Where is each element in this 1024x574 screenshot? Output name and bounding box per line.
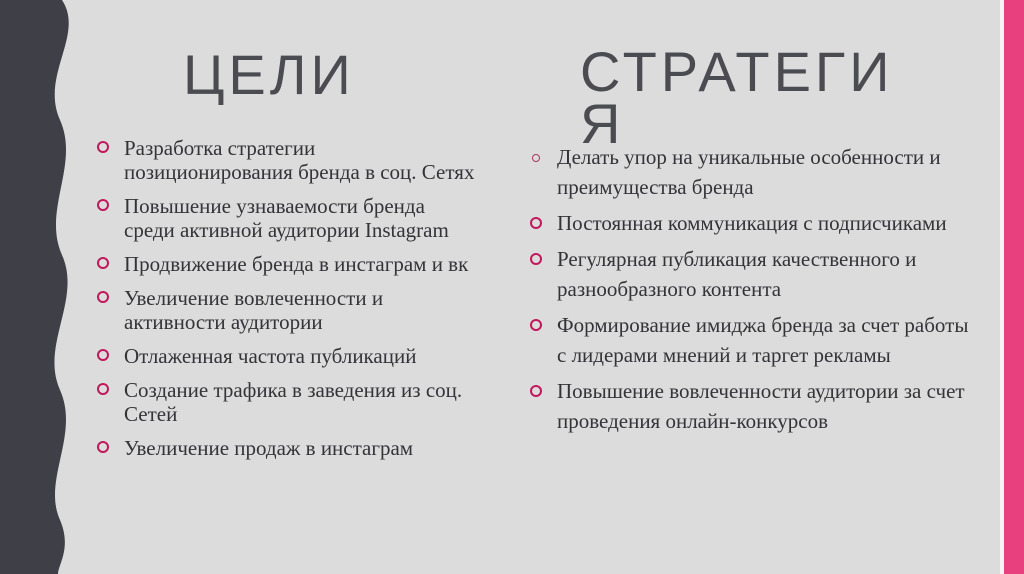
goals-heading: ЦЕЛИ: [183, 43, 355, 106]
goals-list-item: [95, 194, 475, 242]
bullet-icon: [97, 383, 109, 395]
strategies-list: [528, 142, 978, 442]
strategies-list-item: [528, 142, 978, 202]
bullet-icon: [97, 349, 109, 361]
goals-item-text: Отлаженная частота публикаций: [124, 344, 417, 368]
bullet-icon: [530, 319, 542, 331]
goals-item-text: Разработка стратегии позиционирования бренда в соц. Сетях: [124, 136, 475, 184]
bullet-icon: [97, 441, 109, 453]
strategies-list-item: [528, 244, 978, 304]
goals-list-item: [95, 136, 475, 184]
strategies-item-text: Регулярная публикация качественного и разнообразного контента: [557, 247, 917, 301]
bullet-icon: [97, 141, 109, 153]
goals-list-item: [95, 378, 475, 426]
accent-stripe: [1004, 0, 1024, 574]
strategies-item-text: Формирование имиджа бренда за счет работы с лидерами мнений и таргет рекламы: [557, 313, 969, 367]
goals-list-item: [95, 344, 475, 368]
bullet-icon: [97, 257, 109, 269]
left-decorative-band: [0, 0, 80, 574]
strategies-item-text: Постоянная коммуникация с подписчиками: [557, 211, 947, 235]
strategies-heading: СТРАТЕГИ Я: [580, 40, 894, 155]
strategies-list-item: [528, 208, 978, 238]
bullet-icon: [97, 199, 109, 211]
bullet-icon: [530, 385, 542, 397]
goals-item-text: Увеличение продаж в инстаграм: [124, 436, 414, 460]
strategies-list-item: [528, 310, 978, 370]
goals-item-text: Увеличение вовлеченности и активности аудитории: [124, 286, 384, 334]
bullet-icon: [97, 291, 109, 303]
goals-list-item: [95, 436, 475, 460]
goals-item-text: Повышение узнаваемости бренда среди активной аудитории Instagram: [124, 194, 449, 242]
bullet-icon: [532, 154, 540, 162]
strategies-item-text: Повышение вовлеченности аудитории за счет проведения онлайн-конкурсов: [557, 379, 965, 433]
bullet-icon: [530, 217, 542, 229]
bullet-icon: [530, 253, 542, 265]
goals-list-item: [95, 252, 475, 276]
goals-item-text: Продвижение бренда в инстаграм и вк: [124, 252, 469, 276]
strategies-item-text: Делать упор на уникальные особенности и преимущества бренда: [557, 145, 941, 199]
goals-item-text: Создание трафика в заведения из соц. Сетей: [124, 378, 463, 426]
strategies-list-item: [528, 376, 978, 436]
goals-list-item: [95, 286, 475, 334]
goals-list: [95, 136, 475, 470]
